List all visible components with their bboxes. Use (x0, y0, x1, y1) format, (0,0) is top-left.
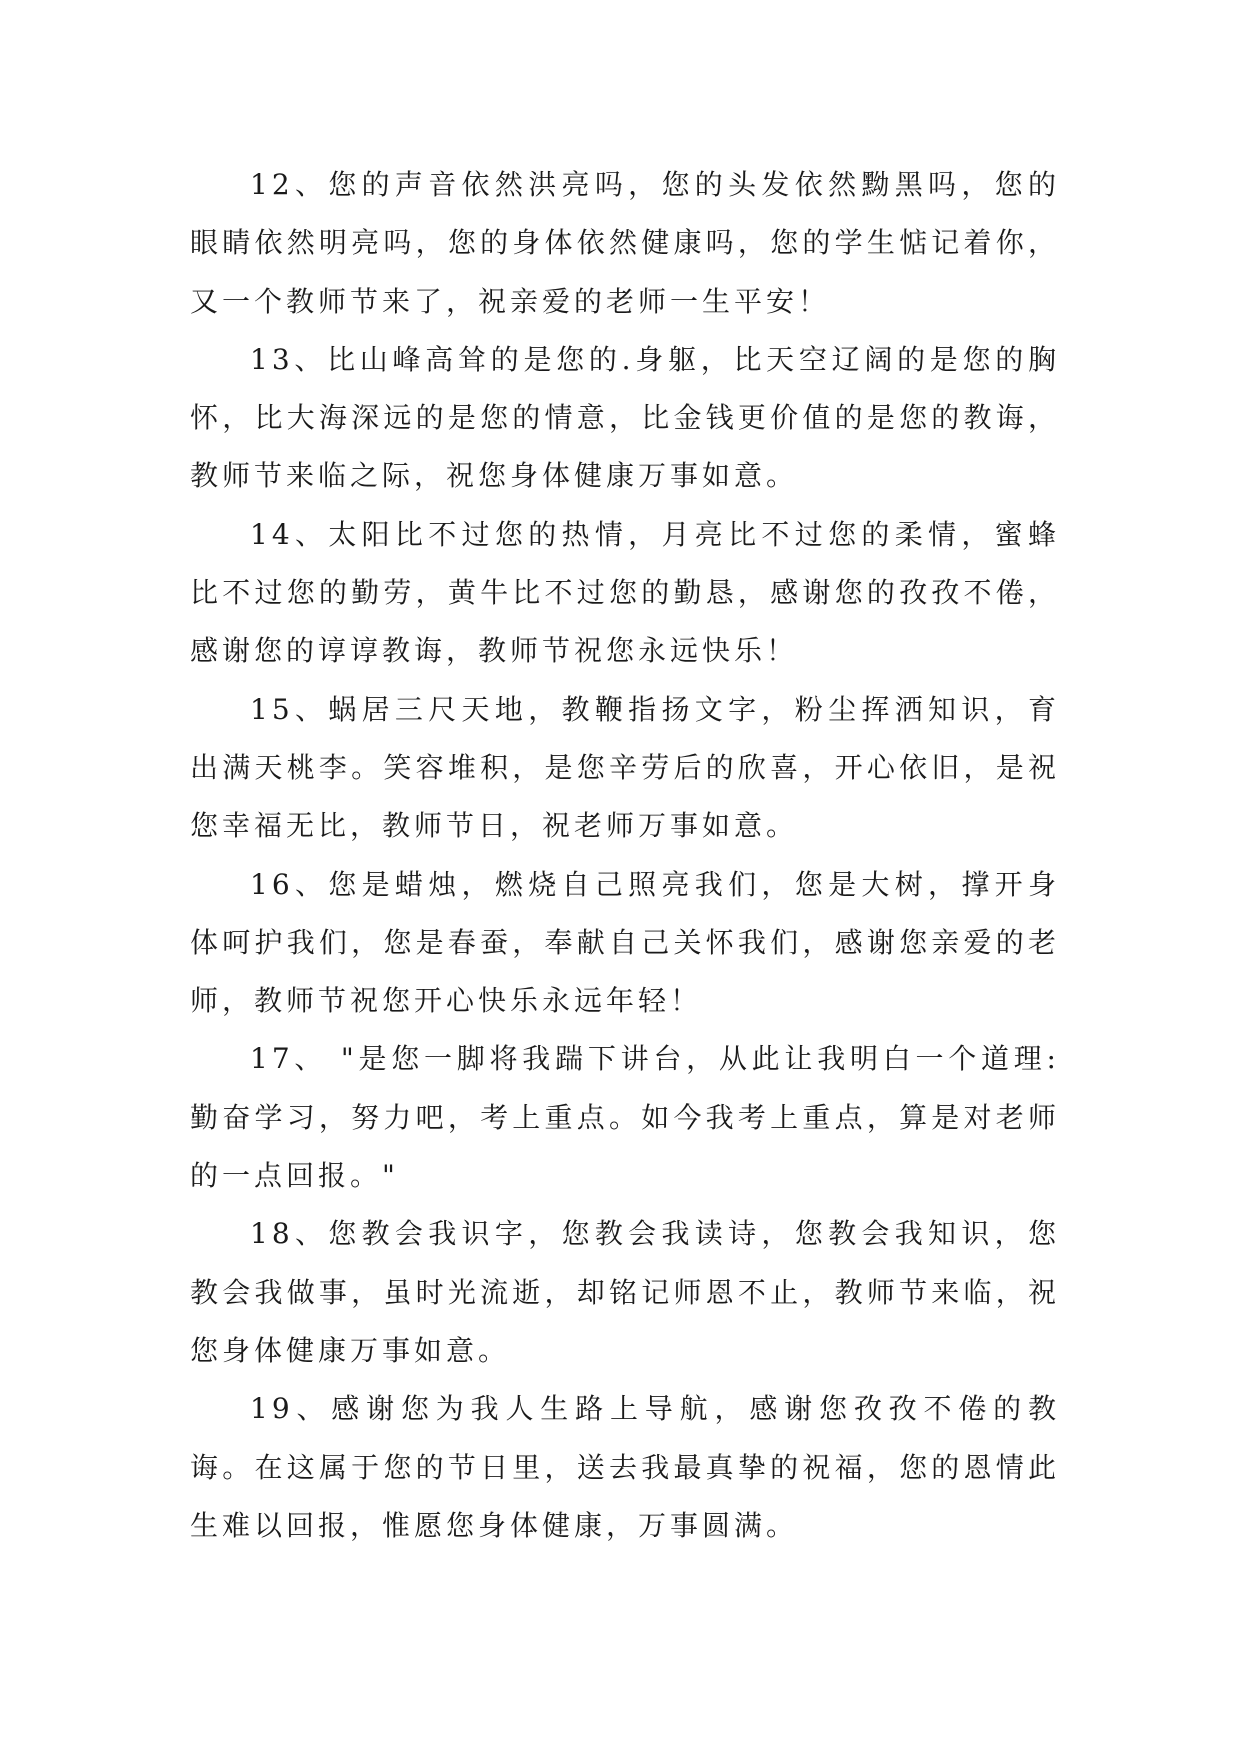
paragraph-12: 12、您的声音依然洪亮吗，您的头发依然黝黑吗，您的眼睛依然明亮吗，您的身体依然健康吗，您的学生惦记着你，又一个教师节来了，祝亲爱的老师一生平安！ (190, 168, 1060, 318)
paragraph-14: 14、太阳比不过您的热情，月亮比不过您的柔情，蜜蜂比不过您的勤劳，黄牛比不过您的勤恳，感谢您的孜孜不倦，感谢您的谆谆教诲，教师节祝您永远快乐！ (190, 517, 1060, 668)
paragraph-18: 18、您教会我识字，您教会我读诗，您教会我知识，您教会我做事，虽时光流逝，却铭记师恩不止，教师节来临，祝您身体健康万事如意。 (190, 1217, 1060, 1367)
paragraph-19: 19、感谢您为我人生路上导航，感谢您孜孜不倦的教诲。在这属于您的节日里，送去我最真挚的祝福，您的恩情此生难以回报，惟愿您身体健康，万事圆满。 (190, 1392, 1060, 1542)
paragraph-13: 13、比山峰高耸的是您的.身躯，比天空辽阔的是您的胸怀，比大海深远的是您的情意，比金钱更价值的是您的教诲，教师节来临之际，祝您身体健康万事如意。 (190, 342, 1060, 493)
paragraph-17: 17、 "是您一脚将我踹下讲台，从此让我明白一个道理:勤奋学习，努力吧，考上重点。如今我考上重点，算是对老师的一点回报。" (190, 1042, 1060, 1193)
paragraph-15: 15、蜗居三尺天地，教鞭指扬文字，粉尘挥洒知识，育出满天桃李。笑容堆积，是您辛劳后的欣喜，开心依旧，是祝您幸福无比，教师节日，祝老师万事如意。 (190, 692, 1060, 843)
paragraph-16: 16、您是蜡烛，燃烧自己照亮我们，您是大树，撑开身体呵护我们，您是春蚕，奉献自己关怀我们，感谢您亲爱的老师，教师节祝您开心快乐永远年轻！ (190, 867, 1060, 1018)
document-body (190, 156, 1060, 1555)
